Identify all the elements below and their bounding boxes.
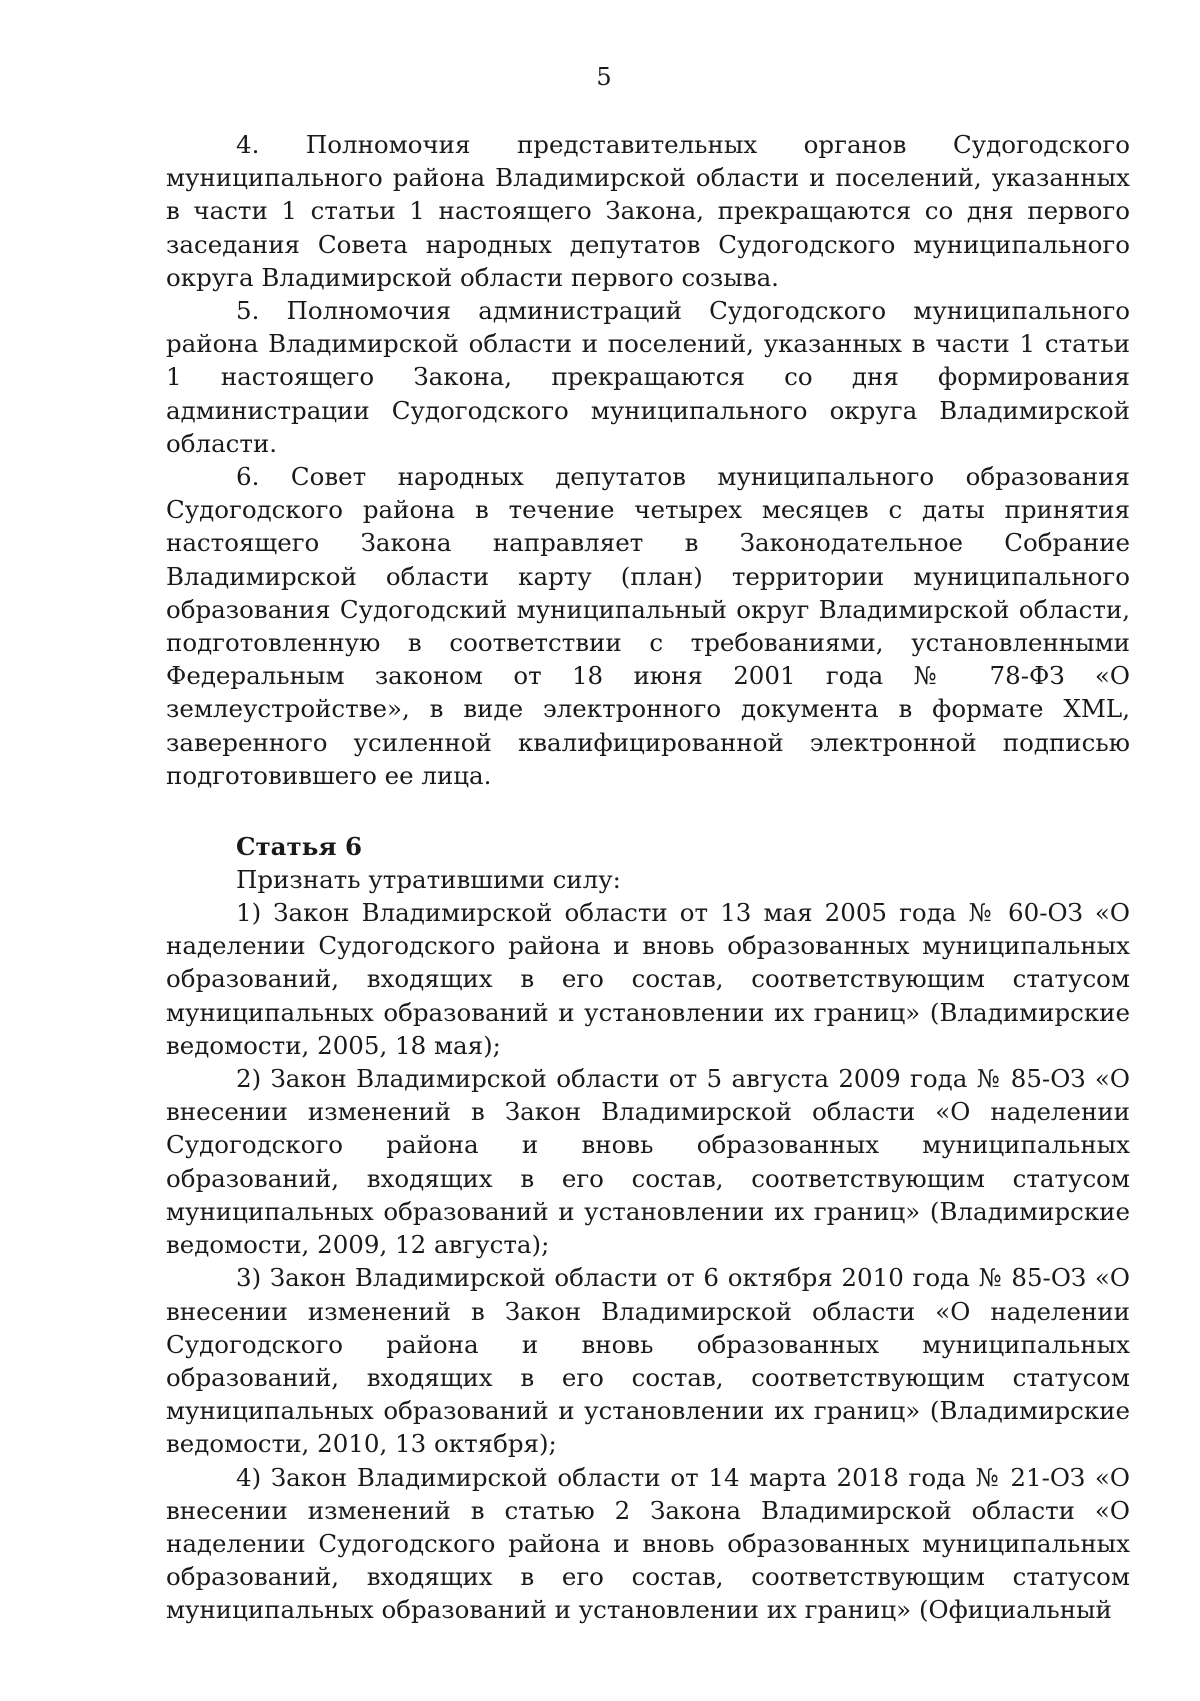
list-item: 2) Закон Владимирской области от 5 августа 2009 года № 85-ОЗ «О внесении изменений в Закон Владимирской области «О наделении Судогодского района и вновь образованных муниципальных образований, входящих в его состав, соответствующим статусом муниципальных образований и установлении их границ» (Владимирские ведомости, 2009, 12 августа); (166, 1064, 1130, 1260)
repealed-laws-list (166, 896, 1130, 1626)
page-number: 5 (596, 63, 612, 91)
article-intro: Признать утратившими силу: (236, 865, 621, 895)
paragraph-6: 6. Совет народных депутатов муниципального образования Судогодского района в течение четырех месяцев с даты принятия настоящего Закона направляет в Законодательное Собрание Владимирской области карту (план) территории муниципального образования Судогодский муниципальный округ Владимирской области, подготовленную в соответствии с требованиями, установленными Федеральным законом от 18 июня 2001 года № 78-ФЗ «О землеустройстве», в виде электронного документа в формате XML, заверенного усиленной квалифицированной электронной подписью подготовившего ее лица. (166, 462, 1130, 790)
list-item: 1) Закон Владимирской области от 13 мая 2005 года № 60-ОЗ «О наделении Судогодского района и вновь образованных муниципальных образований, входящих в его состав, соответствующим статусом муниципальных образований и установлении их границ» (Владимирские ведомости, 2005, 18 мая); (166, 898, 1130, 1060)
paragraph-5: 5. Полномочия администраций Судогодского муниципального района Владимирской области и поселений, указанных в части 1 статьи 1 настоящего Закона, прекращаются со дня формирования администрации Судогодского муниципального округа Владимирской области. (166, 296, 1130, 458)
paragraph-4: 4. Полномочия представительных органов Судогодского муниципального района Владимирской области и поселений, указанных в части 1 статьи 1 настоящего Закона, прекращаются со дня первого заседания Совета народных депутатов Судогодского муниципального округа Владимирской области первого созыва. (166, 130, 1130, 292)
article-6-section (166, 830, 1130, 1626)
article-title: Статья 6 (236, 832, 363, 862)
list-item: 4) Закон Владимирской области от 14 марта 2018 года № 21-ОЗ «О внесении изменений в статью 2 Закона Владимирской области «О наделении Судогодского района и вновь образованных муниципальных образований, входящих в его состав, соответствующим статусом муниципальных образований и установлении их границ» (Официальный (166, 1462, 1130, 1625)
list-item: 3) Закон Владимирской области от 6 октября 2010 года № 85-ОЗ «О внесении изменений в Закон Владимирской области «О наделении Судогодского района и вновь образованных муниципальных образований, входящих в его состав, соответствующим статусом муниципальных образований и установлении их границ» (Владимирские ведомости, 2010, 13 октября); (166, 1263, 1130, 1459)
section-spacer (166, 792, 1130, 830)
top-section (166, 128, 1130, 792)
